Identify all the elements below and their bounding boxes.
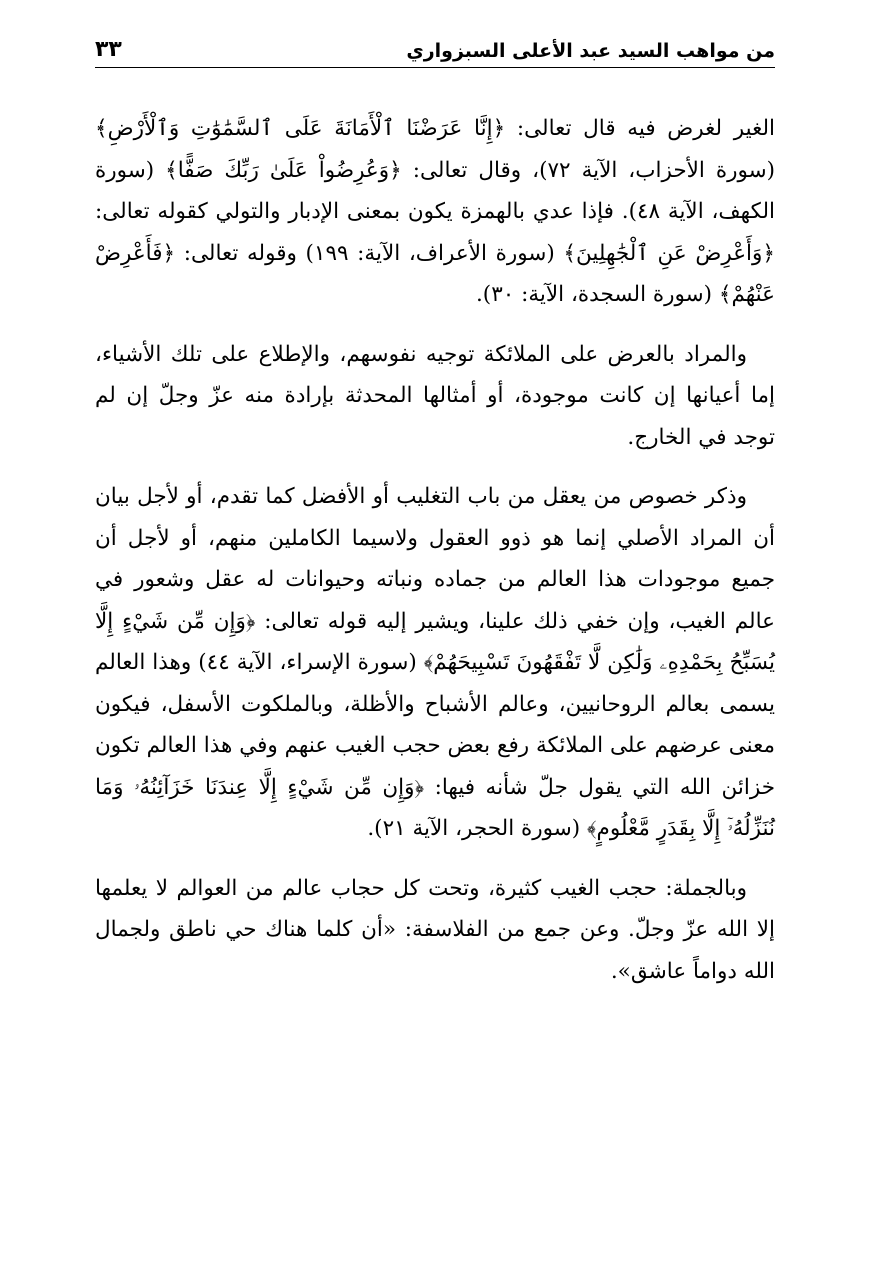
paragraph-2: والمراد بالعرض على الملائكة توجيه نفوسهم، والإطلاع على تلك الأشياء، إما أعيانها إن كانت موجودة، أو أمثالها المحدثة بإرادة منه عزّ وجلّ إن لم توجد في الخارج. (95, 341, 775, 450)
paragraph-4: وبالجملة: حجب الغيب كثيرة، وتحت كل حجاب عالم من العوالم لا يعلمها إلا الله عزّ وجلّ. وعن جمع من الفلاسفة: «أن كلما هناك حي ناطق ولجمال الله دواماً عاشق». (95, 875, 775, 984)
running-header-title: من مواهب السيد عبد الأعلى السبزواري (406, 40, 775, 62)
body-text (95, 108, 775, 992)
running-header (95, 28, 775, 68)
book-page (95, 28, 775, 1238)
page-number: ٣٣ (95, 37, 122, 62)
paragraph-3: وذكر خصوص من يعقل من باب التغليب أو الأفضل كما تقدم، أو لأجل بيان أن المراد الأصلي إنما هو ذوو العقول ولاسيما الكاملين منهم، أو لأجل أن جميع موجودات هذا العالم من جماده ونباته وحيوانات له عقل وشعور في عالم الغيب، وإن خفي ذلك علينا، ويشير إليه قوله تعالى: ﴿وَإِن مِّن شَيْءٍ إِلَّا يُسَبِّحُ بِحَمْدِهِۦ وَلَٰكِن لَّا تَفْقَهُونَ تَسْبِيحَهُمْ﴾ (سورة الإسراء، الآية ٤٤) وهذا العالم يسمى بعالم الروحانيين، وعالم الأشباح والأظلة، وبالملكوت الأسفل، فيكون معنى عرضهم على الملائكة رفع بعض حجب الغيب عنهم وفي هذا العالم تكون خزائن الله التي يقول جلّ شأنه فيها: ﴿وَإِن مِّن شَيْءٍ إِلَّا عِندَنَا خَزَآئِنُهُۥ وَمَا نُنَزِّلُهُۥٓ إِلَّا بِقَدَرٍ مَّعْلُومٍ﴾ (سورة الحجر، الآية ٢١). (95, 484, 775, 841)
paragraph-1: الغير لغرض فيه قال تعالى: ﴿إِنَّا عَرَضْنَا ٱلْأَمَانَةَ عَلَى ٱلسَّمَٰوَٰتِ وَٱلْأَرْضِ﴾ (سورة الأحزاب، الآية ٧٢)، وقال تعالى: ﴿وَعُرِضُواْ عَلَىٰ رَبِّكَ صَفًّا﴾ (سورة الكهف، الآية ٤٨). فإذا عدي بالهمزة يكون بمعنى الإدبار والتولي كقوله تعالى: ﴿وَأَعْرِضْ عَنِ ٱلْجَٰهِلِينَ﴾ (سورة الأعراف، الآية: ١٩٩) وقوله تعالى: ﴿فَأَعْرِضْ عَنْهُمْ﴾ (سورة السجدة، الآية: ٣٠). (95, 116, 775, 307)
